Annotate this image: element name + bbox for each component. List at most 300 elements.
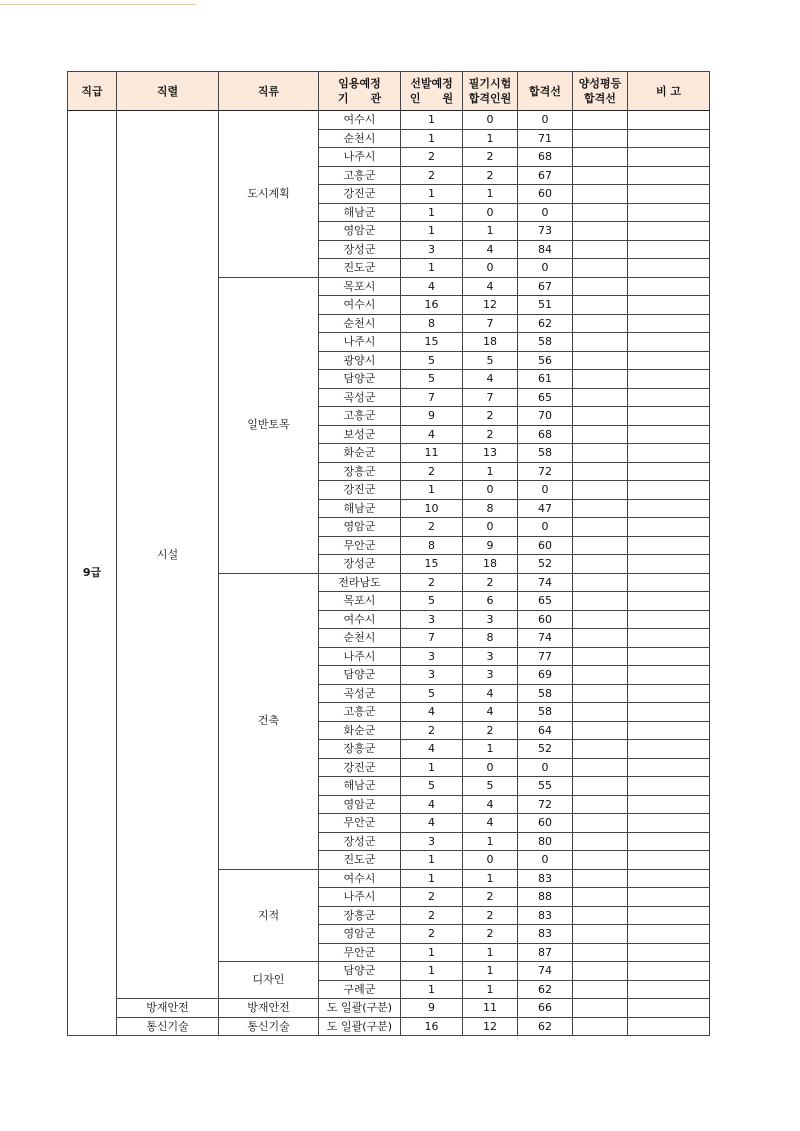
selection-count-cell: 3: [401, 610, 463, 629]
remarks-cell: [628, 999, 710, 1018]
series-cell: 시설: [117, 111, 219, 999]
equality-cutoff-cell: [573, 629, 628, 648]
selection-count-cell: 4: [401, 703, 463, 722]
selection-count-cell: 8: [401, 314, 463, 333]
equality-cutoff-cell: [573, 814, 628, 833]
remarks-cell: [628, 425, 710, 444]
agency-cell: 여수시: [319, 869, 401, 888]
header-agency-line2: 기 관: [337, 92, 382, 105]
agency-cell: 도 일괄(구분): [319, 1017, 401, 1036]
agency-cell: 장성군: [319, 832, 401, 851]
written-pass-count-cell: 4: [463, 370, 518, 389]
header-written-line2: 합격인원: [468, 92, 512, 105]
cutoff-score-cell: 83: [518, 906, 573, 925]
agency-cell: 나주시: [319, 333, 401, 352]
agency-cell: 곡성군: [319, 388, 401, 407]
cutoff-score-cell: 0: [518, 259, 573, 278]
selection-count-cell: 2: [401, 573, 463, 592]
written-pass-count-cell: 4: [463, 814, 518, 833]
agency-cell: 보성군: [319, 425, 401, 444]
remarks-cell: [628, 832, 710, 851]
cutoff-score-cell: 67: [518, 277, 573, 296]
written-pass-count-cell: 12: [463, 1017, 518, 1036]
equality-cutoff-cell: [573, 592, 628, 611]
equality-cutoff-cell: [573, 444, 628, 463]
agency-cell: 순천시: [319, 314, 401, 333]
equality-cutoff-cell: [573, 980, 628, 999]
cutoff-score-cell: 73: [518, 222, 573, 241]
cutoff-score-cell: 87: [518, 943, 573, 962]
written-pass-count-cell: 2: [463, 721, 518, 740]
header-equality: [573, 72, 628, 111]
equality-cutoff-cell: [573, 481, 628, 500]
header-series: 직렬: [117, 72, 219, 111]
written-pass-count-cell: 2: [463, 573, 518, 592]
agency-cell: 진도군: [319, 851, 401, 870]
remarks-cell: [628, 573, 710, 592]
agency-cell: 여수시: [319, 610, 401, 629]
cutoff-score-cell: 0: [518, 111, 573, 130]
written-pass-count-cell: 6: [463, 592, 518, 611]
written-pass-count-cell: 2: [463, 925, 518, 944]
equality-cutoff-cell: [573, 240, 628, 259]
written-pass-count-cell: 9: [463, 536, 518, 555]
equality-cutoff-cell: [573, 425, 628, 444]
equality-cutoff-cell: [573, 647, 628, 666]
cutoff-score-cell: 60: [518, 536, 573, 555]
remarks-cell: [628, 629, 710, 648]
written-pass-count-cell: 0: [463, 481, 518, 500]
equality-cutoff-cell: [573, 573, 628, 592]
equality-cutoff-cell: [573, 869, 628, 888]
written-pass-count-cell: 4: [463, 795, 518, 814]
category-cell: 디자인: [219, 962, 319, 999]
selection-count-cell: 9: [401, 407, 463, 426]
remarks-cell: [628, 370, 710, 389]
cutoff-score-cell: 80: [518, 832, 573, 851]
top-left-rule: [0, 4, 197, 5]
equality-cutoff-cell: [573, 407, 628, 426]
selection-count-cell: 1: [401, 943, 463, 962]
remarks-cell: [628, 407, 710, 426]
agency-cell: 순천시: [319, 129, 401, 148]
remarks-cell: [628, 740, 710, 759]
agency-cell: 장성군: [319, 555, 401, 574]
selection-count-cell: 1: [401, 962, 463, 981]
cutoff-score-cell: 66: [518, 999, 573, 1018]
cutoff-score-cell: 65: [518, 388, 573, 407]
header-selection-line1: 선발예정: [410, 77, 453, 90]
equality-cutoff-cell: [573, 610, 628, 629]
remarks-cell: [628, 314, 710, 333]
selection-count-cell: 2: [401, 462, 463, 481]
agency-cell: 장흥군: [319, 906, 401, 925]
remarks-cell: [628, 185, 710, 204]
equality-cutoff-cell: [573, 684, 628, 703]
equality-cutoff-cell: [573, 1017, 628, 1036]
remarks-cell: [628, 814, 710, 833]
agency-cell: 무안군: [319, 536, 401, 555]
remarks-cell: [628, 203, 710, 222]
selection-count-cell: 15: [401, 555, 463, 574]
cutoff-score-cell: 58: [518, 444, 573, 463]
selection-count-cell: 2: [401, 518, 463, 537]
equality-cutoff-cell: [573, 703, 628, 722]
written-pass-count-cell: 1: [463, 185, 518, 204]
remarks-cell: [628, 943, 710, 962]
agency-cell: 담양군: [319, 962, 401, 981]
header-grade: 직급: [68, 72, 117, 111]
cutoff-score-cell: 60: [518, 814, 573, 833]
agency-cell: 무안군: [319, 814, 401, 833]
written-pass-count-cell: 3: [463, 610, 518, 629]
equality-cutoff-cell: [573, 462, 628, 481]
agency-cell: 화순군: [319, 721, 401, 740]
table-row: [68, 1017, 710, 1036]
equality-cutoff-cell: [573, 111, 628, 130]
written-pass-count-cell: 18: [463, 555, 518, 574]
selection-count-cell: 3: [401, 832, 463, 851]
remarks-cell: [628, 888, 710, 907]
written-pass-count-cell: 1: [463, 962, 518, 981]
written-pass-count-cell: 1: [463, 129, 518, 148]
selection-count-cell: 1: [401, 185, 463, 204]
selection-count-cell: 1: [401, 129, 463, 148]
cutoff-score-cell: 68: [518, 148, 573, 167]
cutoff-score-cell: 88: [518, 888, 573, 907]
selection-count-cell: 9: [401, 999, 463, 1018]
cutoff-score-cell: 84: [518, 240, 573, 259]
selection-count-cell: 1: [401, 481, 463, 500]
cutoff-score-cell: 64: [518, 721, 573, 740]
written-pass-count-cell: 11: [463, 999, 518, 1018]
agency-cell: 강진군: [319, 758, 401, 777]
written-pass-count-cell: 1: [463, 462, 518, 481]
cutoff-score-cell: 69: [518, 666, 573, 685]
remarks-cell: [628, 129, 710, 148]
written-pass-count-cell: 1: [463, 869, 518, 888]
equality-cutoff-cell: [573, 518, 628, 537]
series-cell: 방재안전: [117, 999, 219, 1018]
remarks-cell: [628, 1017, 710, 1036]
cutoff-score-cell: 67: [518, 166, 573, 185]
written-pass-count-cell: 12: [463, 296, 518, 315]
cutoff-score-cell: 74: [518, 629, 573, 648]
equality-cutoff-cell: [573, 999, 628, 1018]
equality-cutoff-cell: [573, 795, 628, 814]
cutoff-score-cell: 65: [518, 592, 573, 611]
selection-count-cell: 3: [401, 240, 463, 259]
written-pass-count-cell: 13: [463, 444, 518, 463]
cutoff-score-cell: 58: [518, 684, 573, 703]
equality-cutoff-cell: [573, 222, 628, 241]
written-pass-count-cell: 0: [463, 203, 518, 222]
category-cell: 지적: [219, 869, 319, 962]
remarks-cell: [628, 148, 710, 167]
written-pass-count-cell: 4: [463, 240, 518, 259]
cutoff-score-cell: 77: [518, 647, 573, 666]
category-cell: 통신기술: [219, 1017, 319, 1036]
agency-cell: 강진군: [319, 185, 401, 204]
written-pass-count-cell: 0: [463, 758, 518, 777]
agency-cell: 해남군: [319, 499, 401, 518]
written-pass-count-cell: 1: [463, 943, 518, 962]
equality-cutoff-cell: [573, 351, 628, 370]
cutoff-score-cell: 60: [518, 610, 573, 629]
remarks-cell: [628, 906, 710, 925]
category-cell: 일반토목: [219, 277, 319, 573]
agency-cell: 영암군: [319, 518, 401, 537]
equality-cutoff-cell: [573, 906, 628, 925]
written-pass-count-cell: 2: [463, 906, 518, 925]
remarks-cell: [628, 592, 710, 611]
cutoff-score-cell: 52: [518, 740, 573, 759]
agency-cell: 여수시: [319, 296, 401, 315]
selection-count-cell: 5: [401, 777, 463, 796]
remarks-cell: [628, 481, 710, 500]
remarks-cell: [628, 962, 710, 981]
agency-cell: 무안군: [319, 943, 401, 962]
agency-cell: 담양군: [319, 370, 401, 389]
remarks-cell: [628, 758, 710, 777]
remarks-cell: [628, 333, 710, 352]
cutoff-score-cell: 0: [518, 518, 573, 537]
table-row: [68, 999, 710, 1018]
header-selection: [401, 72, 463, 111]
selection-count-cell: 4: [401, 740, 463, 759]
remarks-cell: [628, 851, 710, 870]
written-pass-count-cell: 4: [463, 684, 518, 703]
equality-cutoff-cell: [573, 925, 628, 944]
equality-cutoff-cell: [573, 740, 628, 759]
remarks-cell: [628, 351, 710, 370]
agency-cell: 목포시: [319, 592, 401, 611]
cutoff-score-cell: 62: [518, 314, 573, 333]
written-pass-count-cell: 18: [463, 333, 518, 352]
equality-cutoff-cell: [573, 296, 628, 315]
agency-cell: 강진군: [319, 481, 401, 500]
selection-count-cell: 1: [401, 203, 463, 222]
cutoff-score-cell: 55: [518, 777, 573, 796]
written-pass-count-cell: 4: [463, 703, 518, 722]
cutoff-score-cell: 52: [518, 555, 573, 574]
selection-count-cell: 11: [401, 444, 463, 463]
written-pass-count-cell: 7: [463, 314, 518, 333]
equality-cutoff-cell: [573, 758, 628, 777]
agency-cell: 해남군: [319, 777, 401, 796]
header-remarks: 비 고: [628, 72, 710, 111]
remarks-cell: [628, 536, 710, 555]
equality-cutoff-cell: [573, 721, 628, 740]
header-agency-line1: 임용예정: [338, 77, 381, 90]
header-written-line1: 필기시험: [468, 77, 512, 90]
remarks-cell: [628, 499, 710, 518]
agency-cell: 나주시: [319, 647, 401, 666]
category-cell: 도시계획: [219, 111, 319, 278]
remarks-cell: [628, 684, 710, 703]
header-agency: [319, 72, 401, 111]
selection-count-cell: 7: [401, 388, 463, 407]
equality-cutoff-cell: [573, 666, 628, 685]
cutoff-score-cell: 0: [518, 851, 573, 870]
selection-count-cell: 1: [401, 851, 463, 870]
header-cutoff: 합격선: [518, 72, 573, 111]
selection-count-cell: 5: [401, 592, 463, 611]
equality-cutoff-cell: [573, 962, 628, 981]
selection-count-cell: 7: [401, 629, 463, 648]
agency-cell: 구례군: [319, 980, 401, 999]
remarks-cell: [628, 980, 710, 999]
selection-count-cell: 2: [401, 721, 463, 740]
written-pass-count-cell: 8: [463, 629, 518, 648]
agency-cell: 영암군: [319, 222, 401, 241]
cutoff-score-cell: 0: [518, 203, 573, 222]
equality-cutoff-cell: [573, 148, 628, 167]
remarks-cell: [628, 277, 710, 296]
cutoff-score-cell: 0: [518, 481, 573, 500]
grade-cell: 9급: [68, 111, 117, 1036]
cutoff-score-cell: 83: [518, 869, 573, 888]
equality-cutoff-cell: [573, 203, 628, 222]
agency-cell: 나주시: [319, 888, 401, 907]
cutoff-score-cell: 83: [518, 925, 573, 944]
remarks-cell: [628, 388, 710, 407]
agency-cell: 영암군: [319, 925, 401, 944]
equality-cutoff-cell: [573, 185, 628, 204]
agency-cell: 광양시: [319, 351, 401, 370]
cutoff-score-cell: 68: [518, 425, 573, 444]
agency-cell: 순천시: [319, 629, 401, 648]
written-pass-count-cell: 2: [463, 888, 518, 907]
remarks-cell: [628, 222, 710, 241]
remarks-cell: [628, 240, 710, 259]
written-pass-count-cell: 5: [463, 777, 518, 796]
cutoff-score-cell: 71: [518, 129, 573, 148]
agency-cell: 도 일괄(구분): [319, 999, 401, 1018]
agency-cell: 장흥군: [319, 462, 401, 481]
category-cell: 건축: [219, 573, 319, 869]
written-pass-count-cell: 0: [463, 518, 518, 537]
selection-count-cell: 10: [401, 499, 463, 518]
remarks-cell: [628, 703, 710, 722]
written-pass-count-cell: 0: [463, 259, 518, 278]
agency-cell: 고흥군: [319, 166, 401, 185]
equality-cutoff-cell: [573, 166, 628, 185]
table-row: [68, 111, 710, 130]
remarks-cell: [628, 721, 710, 740]
cutoff-score-cell: 47: [518, 499, 573, 518]
selection-count-cell: 1: [401, 869, 463, 888]
written-pass-count-cell: 2: [463, 425, 518, 444]
agency-cell: 진도군: [319, 259, 401, 278]
written-pass-count-cell: 0: [463, 111, 518, 130]
remarks-cell: [628, 462, 710, 481]
written-pass-count-cell: 7: [463, 388, 518, 407]
equality-cutoff-cell: [573, 259, 628, 278]
remarks-cell: [628, 666, 710, 685]
equality-cutoff-cell: [573, 555, 628, 574]
selection-count-cell: 2: [401, 906, 463, 925]
agency-cell: 해남군: [319, 203, 401, 222]
agency-cell: 고흥군: [319, 703, 401, 722]
selection-count-cell: 5: [401, 684, 463, 703]
table-header: [68, 72, 710, 111]
header-category: 직류: [219, 72, 319, 111]
remarks-cell: [628, 296, 710, 315]
equality-cutoff-cell: [573, 370, 628, 389]
agency-cell: 장성군: [319, 240, 401, 259]
agency-cell: 고흥군: [319, 407, 401, 426]
remarks-cell: [628, 444, 710, 463]
agency-cell: 영암군: [319, 795, 401, 814]
cutoff-score-cell: 56: [518, 351, 573, 370]
written-pass-count-cell: 2: [463, 148, 518, 167]
cutoff-score-cell: 74: [518, 573, 573, 592]
written-pass-count-cell: 3: [463, 666, 518, 685]
agency-cell: 화순군: [319, 444, 401, 463]
written-pass-count-cell: 1: [463, 832, 518, 851]
selection-count-cell: 1: [401, 758, 463, 777]
remarks-cell: [628, 610, 710, 629]
equality-cutoff-cell: [573, 314, 628, 333]
equality-cutoff-cell: [573, 888, 628, 907]
category-cell: 방재안전: [219, 999, 319, 1018]
equality-cutoff-cell: [573, 777, 628, 796]
cutoff-score-cell: 62: [518, 1017, 573, 1036]
equality-cutoff-cell: [573, 277, 628, 296]
selection-count-cell: 16: [401, 1017, 463, 1036]
selection-count-cell: 2: [401, 888, 463, 907]
selection-count-cell: 3: [401, 666, 463, 685]
equality-cutoff-cell: [573, 832, 628, 851]
series-cell: 통신기술: [117, 1017, 219, 1036]
selection-count-cell: 1: [401, 222, 463, 241]
cutoff-score-cell: 70: [518, 407, 573, 426]
selection-count-cell: 16: [401, 296, 463, 315]
selection-count-cell: 3: [401, 647, 463, 666]
cutoff-score-cell: 60: [518, 185, 573, 204]
selection-count-cell: 15: [401, 333, 463, 352]
remarks-cell: [628, 869, 710, 888]
header-equality-line1: 양성평등: [578, 77, 622, 90]
cutoff-score-cell: 58: [518, 333, 573, 352]
remarks-cell: [628, 111, 710, 130]
header-selection-line2: 인 원: [409, 92, 454, 105]
written-pass-count-cell: 0: [463, 851, 518, 870]
selection-count-cell: 4: [401, 795, 463, 814]
cutoff-score-cell: 51: [518, 296, 573, 315]
selection-count-cell: 1: [401, 980, 463, 999]
cutoff-score-cell: 74: [518, 962, 573, 981]
remarks-cell: [628, 795, 710, 814]
header-written: [463, 72, 518, 111]
selection-count-cell: 5: [401, 370, 463, 389]
selection-count-cell: 5: [401, 351, 463, 370]
exam-results-table: [67, 71, 710, 1036]
cutoff-score-cell: 62: [518, 980, 573, 999]
agency-cell: 장흥군: [319, 740, 401, 759]
written-pass-count-cell: 5: [463, 351, 518, 370]
agency-cell: 전라남도: [319, 573, 401, 592]
selection-count-cell: 4: [401, 277, 463, 296]
equality-cutoff-cell: [573, 129, 628, 148]
agency-cell: 목포시: [319, 277, 401, 296]
table-body: [68, 111, 710, 1036]
cutoff-score-cell: 0: [518, 758, 573, 777]
written-pass-count-cell: 1: [463, 980, 518, 999]
written-pass-count-cell: 2: [463, 166, 518, 185]
written-pass-count-cell: 1: [463, 222, 518, 241]
